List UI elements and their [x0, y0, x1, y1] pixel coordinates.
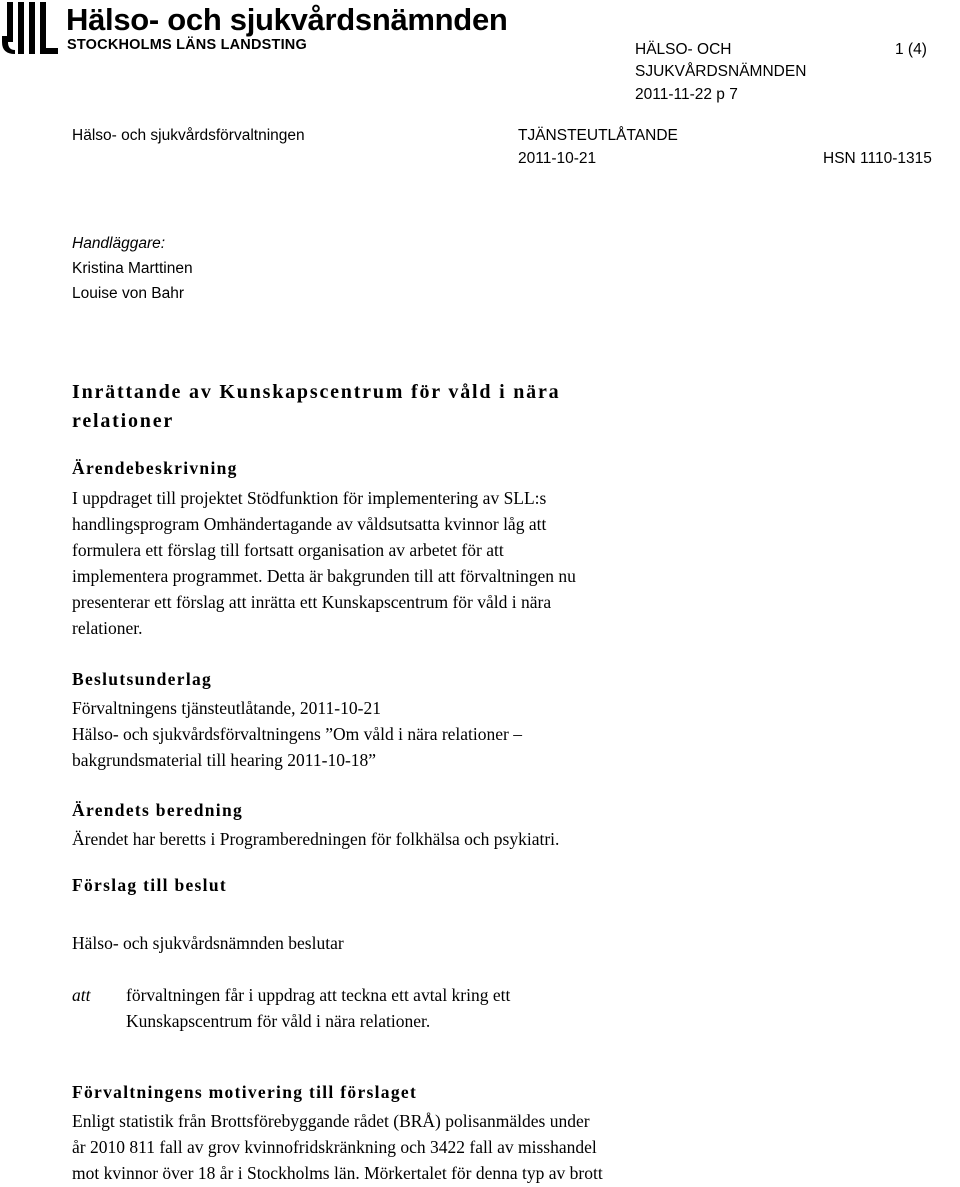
text-line: Hälso- och sjukvårdsförvaltningens ”Om våld i nära relationer – — [72, 724, 523, 744]
committee-name-line1: HÄLSO- OCH — [635, 41, 732, 58]
text-line: Enligt statistik från Brottsförebyggande rådet (BRÅ) polisanmäldes under — [72, 1111, 590, 1131]
text-line: förvaltningen får i uppdrag att teckna ett avtal kring ett — [126, 985, 511, 1005]
text-line: relationer. — [72, 618, 143, 638]
text-line: implementera programmet. Detta är bakgrunden till att förvaltningen nu — [72, 566, 576, 586]
text-line: Ärendet har beretts i Programberedningen för folkhälsa och psykiatri. — [72, 829, 560, 849]
handlers-label: Handläggare: — [72, 235, 166, 252]
text-line: presenterar ett förslag att inrätta ett Kunskapscentrum för våld i nära — [72, 592, 552, 612]
section-heading-description: Ärendebeskrivning — [72, 458, 238, 478]
document-date: 2011-10-21 — [518, 150, 597, 167]
committee-name-line2: SJUKVÅRDSNÄMNDEN — [635, 63, 807, 80]
handler-name: Louise von Bahr — [72, 285, 185, 302]
document-title-cont: relationer — [72, 410, 175, 432]
text-line: Kunskapscentrum för våld i nära relationer. — [126, 1011, 431, 1031]
logo-subtitle: STOCKHOLMS LÄNS LANDSTING — [67, 37, 307, 53]
motivation-paragraph — [72, 1108, 832, 1186]
text-line: bakgrundsmaterial till hearing 2011-10-18” — [72, 750, 377, 770]
department-name: Hälso- och sjukvårdsförvaltningen — [72, 127, 305, 144]
text-line: formulera ett förslag till fortsatt organisation av arbetet för att — [72, 540, 504, 560]
page-number: 1 (4) — [895, 41, 927, 58]
basis-paragraph — [72, 695, 772, 773]
logo-title: Hälso- och sjukvårdsnämnden — [66, 2, 508, 37]
text-line: Förvaltningens tjänsteutlåtande, 2011-10-21 — [72, 698, 381, 718]
sll-logo-icon — [2, 2, 58, 54]
document-title: Inrättande av Kunskapscentrum för våld i nära — [72, 381, 561, 403]
preparation-paragraph — [72, 826, 772, 852]
section-heading-motivation: Förvaltningens motivering till förslaget — [72, 1082, 418, 1102]
handler-name: Kristina Marttinen — [72, 260, 193, 277]
proposal-intro: Hälso- och sjukvårdsnämnden beslutar — [72, 933, 344, 953]
description-paragraph — [72, 485, 772, 641]
section-heading-basis: Beslutsunderlag — [72, 669, 213, 689]
section-heading-preparation: Ärendets beredning — [72, 800, 244, 820]
text-line: handlingsprogram Omhändertagande av våldsutsatta kvinnor låg att — [72, 514, 547, 534]
text-line: år 2010 811 fall av grov kvinnofridskränkning och 3422 fall av misshandel — [72, 1137, 597, 1157]
att-label: att — [72, 985, 91, 1005]
document-type: TJÄNSTEUTLÅTANDE — [518, 127, 678, 144]
proposal-decision — [126, 982, 510, 1034]
section-heading-proposal: Förslag till beslut — [72, 875, 227, 895]
reference-number: HSN 1110-1315 — [823, 150, 932, 167]
text-line: I uppdraget till projektet Stödfunktion för implementering av SLL:s — [72, 488, 547, 508]
meeting-reference: 2011-11-22 p 7 — [635, 86, 738, 103]
text-line: mot kvinnor över 18 år i Stockholms län. Mörkertalet för denna typ av brott — [72, 1163, 603, 1183]
